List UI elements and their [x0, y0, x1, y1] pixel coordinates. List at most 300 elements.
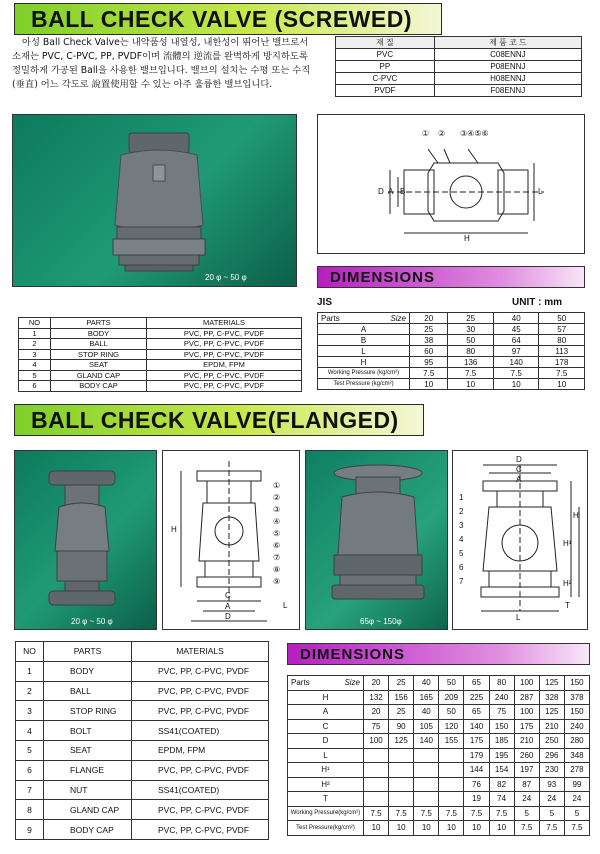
flanged-part-name: STOP RING	[44, 701, 132, 721]
screwed-unit-label: UNIT : mm	[512, 297, 562, 308]
flanged-part-no: 5	[16, 740, 44, 760]
flanged-dims-value: 280	[564, 734, 589, 749]
screwed-dims-value: 38	[410, 335, 448, 346]
screwed-part-name: STOP RING	[51, 349, 147, 360]
flanged-part-no: 9	[16, 820, 44, 840]
flanged-dims-value: 179	[464, 748, 489, 763]
screwed-dims-row-label: L	[318, 346, 410, 357]
screwed-part-name: BODY	[51, 328, 147, 339]
flanged-dims-row	[288, 690, 590, 705]
screwed-part-no: 6	[19, 381, 51, 392]
flanged-dims-value: 24	[564, 792, 589, 807]
flanged-dims-value: 210	[539, 719, 564, 734]
flanged-dims-value: 225	[464, 690, 489, 705]
screwed-part-material: EPDM, FPM	[147, 360, 302, 371]
screwed-part-material: PVC, PP, C-PVC, PVDF	[147, 370, 302, 381]
flanged-dims-value: 7.5	[414, 806, 439, 821]
screwed-dims-value: 64	[493, 335, 539, 346]
flanged-part-name: SEAT	[44, 740, 132, 760]
flanged-part-material: PVC, PP, C-PVC, PVDF	[132, 820, 269, 840]
flanged-part-name: NUT	[44, 780, 132, 800]
flanged-part-material: PVC, PP, C-PVC, PVDF	[132, 800, 269, 820]
flanged-large-callout-6: 6	[459, 563, 464, 572]
flanged-dims-value: 132	[364, 690, 389, 705]
flanged-small-callout-5: ⑤	[273, 529, 281, 538]
flanged-dims-row-label: Working Pressure(kg/cm²)	[288, 806, 364, 821]
screwed-dims-value: 30	[448, 324, 494, 335]
product-code-row	[336, 73, 582, 85]
flanged-dims-row-label: D	[288, 734, 364, 749]
flanged-large-callout-7: 7	[459, 577, 464, 586]
flanged-part-material: PVC, PP, C-PVC, PVDF	[132, 760, 269, 780]
flanged-small-label-D: D	[225, 612, 231, 621]
screwed-parts-row	[19, 339, 302, 350]
flanged-dims-value: 140	[464, 719, 489, 734]
product-code-row	[336, 85, 582, 97]
flanged-parts-row	[16, 701, 269, 721]
flanged-dims-value: 125	[389, 734, 414, 749]
screwed-dims-value: 57	[539, 324, 585, 335]
flanged-part-material: PVC, PP, C-PVC, PVDF	[132, 661, 269, 681]
flanged-dims-value: 210	[514, 734, 539, 749]
screwed-parts-row	[19, 381, 302, 392]
flanged-dims-size-header: 80	[489, 676, 514, 691]
flanged-dims-value: 65	[464, 705, 489, 720]
flanged-dims-value: 175	[464, 734, 489, 749]
screwed-dims-value: 25	[410, 324, 448, 335]
flanged-large-valve-photo	[305, 450, 448, 630]
screwed-valve-photo	[12, 114, 297, 287]
screwed-part-name: BODY CAP	[51, 381, 147, 392]
flanged-small-callout-6: ⑥	[273, 541, 281, 550]
screwed-dims-value: 140	[493, 357, 539, 368]
flanged-dims-value: 154	[489, 763, 514, 778]
flanged-large-callout-4: 4	[459, 535, 464, 544]
flanged-part-material: EPDM, FPM	[132, 740, 269, 760]
flanged-parts-row	[16, 820, 269, 840]
flanged-small-callout-9: ⑨	[273, 577, 281, 586]
flanged-dims-corner	[288, 676, 364, 691]
screwed-dims-value: 178	[539, 357, 585, 368]
screwed-dims-size-header: 25	[448, 313, 494, 324]
code-material-cell: PVC	[336, 49, 435, 61]
flanged-part-name: FLANGE	[44, 760, 132, 780]
flanged-dims-value: 144	[464, 763, 489, 778]
flanged-dims-row	[288, 792, 590, 807]
flanged-dims-value: 155	[439, 734, 464, 749]
flanged-title-banner	[14, 404, 424, 436]
flanged-photo1-caption: 20 φ ~ 50 φ	[71, 617, 113, 626]
flanged-dims-value: 209	[439, 690, 464, 705]
flanged-dims-value: 7.5	[464, 806, 489, 821]
flanged-dims-value: 230	[539, 763, 564, 778]
flanged-dims-value: 105	[414, 719, 439, 734]
flanged-parts-header-materials: MATERIALS	[132, 642, 269, 662]
screwed-part-material: PVC, PP, C-PVC, PVDF	[147, 339, 302, 350]
flanged-dims-value	[364, 763, 389, 778]
flanged-dims-value: 100	[364, 734, 389, 749]
screwed-dimensions-table	[317, 312, 585, 390]
flanged-dims-value: 7.5	[539, 821, 564, 836]
flanged-parts-row	[16, 681, 269, 701]
screwed-dims-row	[318, 335, 585, 346]
flanged-parts-row	[16, 661, 269, 681]
flanged-part-material: PVC, PP, C-PVC, PVDF	[132, 681, 269, 701]
screwed-dims-value: 50	[448, 335, 494, 346]
screwed-parts-row	[19, 349, 302, 360]
flanged-dims-value	[414, 792, 439, 807]
flanged-dims-value	[414, 777, 439, 792]
flanged-large-label-H2: H²	[563, 579, 572, 588]
screwed-parts-header	[19, 318, 302, 329]
screwed-dims-value: 95	[410, 357, 448, 368]
screwed-dims-row	[318, 346, 585, 357]
code-value-cell: H08ENNJ	[434, 73, 581, 85]
flanged-dims-value: 195	[489, 748, 514, 763]
flanged-parts-row	[16, 740, 269, 760]
flanged-large-label-D: D	[516, 455, 522, 464]
screwed-label-A: A	[388, 187, 394, 196]
screwed-dims-value: 7.5	[448, 368, 494, 379]
flanged-small-callout-3: ③	[273, 505, 281, 514]
flanged-small-callout-4: ④	[273, 517, 281, 526]
flanged-dims-row-label: L	[288, 748, 364, 763]
screwed-dims-value: 80	[448, 346, 494, 357]
flanged-parts-header-parts: PARTS	[44, 642, 132, 662]
flanged-part-no: 1	[16, 661, 44, 681]
screwed-part-name: BALL	[51, 339, 147, 350]
flanged-dims-value: 10	[389, 821, 414, 836]
flanged-large-label-H1: H¹	[563, 539, 572, 548]
flanged-parts-row	[16, 800, 269, 820]
flanged-dims-value: 378	[564, 690, 589, 705]
flanged-small-valve-drawing	[162, 450, 300, 630]
flanged-part-no: 8	[16, 800, 44, 820]
flanged-dims-value	[364, 792, 389, 807]
flanged-dims-row-label: H	[288, 690, 364, 705]
flanged-large-label-A: A	[516, 475, 522, 484]
screwed-callout-3-6: ③④⑤⑥	[460, 129, 489, 138]
screwed-dimensions-label: DIMENSIONS	[330, 269, 436, 286]
product-code-row	[336, 49, 582, 61]
flanged-part-name: BALL	[44, 681, 132, 701]
screwed-parts-row	[19, 370, 302, 381]
flanged-dims-value	[389, 748, 414, 763]
screwed-dims-value: 45	[493, 324, 539, 335]
flanged-dims-row	[288, 705, 590, 720]
flanged-dims-value: 240	[564, 719, 589, 734]
screwed-title: BALL CHECK VALVE (SCREWED)	[31, 6, 412, 32]
flanged-dims-row	[288, 821, 590, 836]
flanged-small-label-C: C	[225, 591, 231, 600]
flanged-dims-value	[364, 748, 389, 763]
flanged-dims-value: 348	[564, 748, 589, 763]
screwed-dims-row-label: B	[318, 335, 410, 346]
flanged-dims-value: 19	[464, 792, 489, 807]
screwed-part-no: 1	[19, 328, 51, 339]
screwed-dims-value: 10	[493, 379, 539, 390]
screwed-callout-2: ②	[438, 129, 446, 138]
screwed-part-name: SEAT	[51, 360, 147, 371]
flanged-large-label-H: H	[573, 511, 579, 520]
flanged-dims-value: 87	[514, 777, 539, 792]
screwed-part-no: 4	[19, 360, 51, 371]
flanged-dims-value: 10	[364, 821, 389, 836]
flanged-dims-value: 5	[539, 806, 564, 821]
screwed-dims-size-header: 20	[410, 313, 448, 324]
flanged-dims-value: 120	[439, 719, 464, 734]
flanged-dims-row-label: H¹	[288, 763, 364, 778]
flanged-large-illustration	[306, 451, 448, 630]
screwed-callout-1: ①	[422, 129, 430, 138]
code-material-cell: C-PVC	[336, 73, 435, 85]
flanged-parts-row	[16, 780, 269, 800]
flanged-dims-value: 7.5	[514, 821, 539, 836]
code-material-cell: PP	[336, 61, 435, 73]
code-value-cell: F08ENNJ	[434, 85, 581, 97]
screwed-part-material: PVC, PP, C-PVC, PVDF	[147, 381, 302, 392]
flanged-dims-size-header: 65	[464, 676, 489, 691]
screwed-dims-row	[318, 357, 585, 368]
screwed-dims-value: 7.5	[410, 368, 448, 379]
code-header-code: 제 품 코 드	[434, 37, 581, 49]
flanged-small-valve-photo	[14, 450, 157, 630]
screwed-part-no: 2	[19, 339, 51, 350]
screwed-valve-drawing	[317, 114, 585, 254]
flanged-dims-value: 76	[464, 777, 489, 792]
flanged-dims-value	[439, 792, 464, 807]
screwed-dims-row-label: Working Pressure (kg/cm²)	[318, 368, 410, 379]
flanged-dims-value: 10	[489, 821, 514, 836]
flanged-dims-value: 250	[539, 734, 564, 749]
screwed-dims-corner-parts: Parts	[321, 313, 340, 323]
flanged-dimensions-banner	[287, 643, 590, 665]
flanged-dims-value: 24	[539, 792, 564, 807]
screwed-parts-header-parts: PARTS	[51, 318, 147, 329]
flanged-part-no: 2	[16, 681, 44, 701]
flanged-dims-value: 99	[564, 777, 589, 792]
flanged-dims-value: 156	[389, 690, 414, 705]
screwed-label-D: D	[378, 187, 384, 196]
flanged-dims-value: 175	[514, 719, 539, 734]
screwed-dims-value: 97	[493, 346, 539, 357]
screwed-label-L: L	[538, 187, 543, 196]
product-code-header	[336, 37, 582, 49]
screwed-dims-row-label: A	[318, 324, 410, 335]
screwed-dims-value: 113	[539, 346, 585, 357]
flanged-dims-row	[288, 734, 590, 749]
flanged-dims-value: 24	[514, 792, 539, 807]
flanged-dims-value: 296	[539, 748, 564, 763]
screwed-dims-row-label: H	[318, 357, 410, 368]
flanged-dims-value: 328	[539, 690, 564, 705]
screwed-parts-row	[19, 328, 302, 339]
flanged-small-label-H: H	[171, 525, 177, 534]
flanged-photo2-caption: 65φ ~ 150φ	[360, 617, 402, 626]
flanged-dims-value: 10	[464, 821, 489, 836]
code-value-cell: C08ENNJ	[434, 49, 581, 61]
screwed-label-H: H	[464, 234, 470, 243]
flanged-part-material: PVC, PP, C-PVC, PVDF	[132, 701, 269, 721]
flanged-dims-size-header: 25	[389, 676, 414, 691]
flanged-small-callout-1: ①	[273, 481, 281, 490]
flanged-dims-corner-size: Size	[344, 678, 360, 688]
flanged-small-callout-2: ②	[273, 493, 281, 502]
flanged-dims-value	[389, 792, 414, 807]
flanged-dims-size-header: 20	[364, 676, 389, 691]
flanged-dims-value: 260	[514, 748, 539, 763]
flanged-part-name: GLAND CAP	[44, 800, 132, 820]
flanged-dims-value: 197	[514, 763, 539, 778]
flanged-parts-table	[15, 641, 269, 840]
flanged-dims-value: 93	[539, 777, 564, 792]
flanged-dims-value	[414, 763, 439, 778]
flanged-dims-value: 75	[364, 719, 389, 734]
flanged-dims-value: 20	[364, 705, 389, 720]
screwed-dims-value: 7.5	[493, 368, 539, 379]
flanged-dims-size-header: 125	[539, 676, 564, 691]
flanged-large-valve-drawing	[452, 450, 588, 630]
flanged-dims-value: 50	[439, 705, 464, 720]
flanged-dims-row	[288, 777, 590, 792]
screwed-part-name: GLAND CAP	[51, 370, 147, 381]
screwed-photo-caption: 20 φ ~ 50 φ	[205, 273, 247, 282]
screwed-valve-illustration	[13, 115, 297, 287]
flanged-dims-value: 150	[564, 705, 589, 720]
screwed-dims-value: 136	[448, 357, 494, 368]
flanged-dims-value: 10	[414, 821, 439, 836]
screwed-dims-row	[318, 379, 585, 390]
flanged-dimensions-label: DIMENSIONS	[300, 646, 406, 663]
flanged-dims-value: 75	[489, 705, 514, 720]
flanged-large-callout-3: 3	[459, 521, 464, 530]
flanged-dims-row-label: A	[288, 705, 364, 720]
screwed-dims-row	[318, 324, 585, 335]
screwed-parts-header-no: NO	[19, 318, 51, 329]
flanged-dims-corner-parts: Parts	[291, 678, 310, 688]
flanged-part-name: BOLT	[44, 721, 132, 741]
flanged-dims-header	[288, 676, 590, 691]
screwed-part-no: 3	[19, 349, 51, 360]
screwed-dims-value: 60	[410, 346, 448, 357]
flanged-dims-size-header: 50	[439, 676, 464, 691]
flanged-dims-row-label: C	[288, 719, 364, 734]
flanged-dims-value: 7.5	[439, 806, 464, 821]
screwed-title-banner	[14, 3, 442, 35]
screwed-dims-value: 10	[448, 379, 494, 390]
screwed-parts-row	[19, 360, 302, 371]
flanged-dims-value: 287	[514, 690, 539, 705]
flanged-part-no: 6	[16, 760, 44, 780]
flanged-dims-size-header: 150	[564, 676, 589, 691]
flanged-dims-value: 150	[489, 719, 514, 734]
flanged-part-name: BODY CAP	[44, 820, 132, 840]
flanged-part-no: 3	[16, 701, 44, 721]
code-value-cell: P08ENNJ	[434, 61, 581, 73]
flanged-parts-header-no: NO	[16, 642, 44, 662]
screwed-dims-header	[318, 313, 585, 324]
flanged-dims-value	[389, 777, 414, 792]
flanged-small-callout-7: ⑦	[273, 553, 281, 562]
flanged-large-label-L: L	[516, 613, 521, 622]
screwed-drawing-svg	[318, 115, 585, 254]
flanged-dims-size-header: 100	[514, 676, 539, 691]
flanged-parts-row	[16, 760, 269, 780]
flanged-dims-value: 74	[489, 792, 514, 807]
code-header-material: 재 질	[336, 37, 435, 49]
flanged-dims-value	[439, 763, 464, 778]
screwed-dims-value: 7.5	[539, 368, 585, 379]
flanged-small-callout-8: ⑧	[273, 565, 281, 574]
flanged-small-label-L: L	[283, 601, 288, 610]
flanged-large-callout-1: 1	[459, 493, 464, 502]
flanged-dims-value: 90	[389, 719, 414, 734]
flanged-dims-value: 240	[489, 690, 514, 705]
screwed-part-no: 5	[19, 370, 51, 381]
flanged-small-label-A: A	[225, 602, 231, 611]
flanged-dims-value: 140	[414, 734, 439, 749]
flanged-dims-value: 125	[539, 705, 564, 720]
screwed-dims-row-label: Test Pressure (kg/cm²)	[318, 379, 410, 390]
flanged-dims-value: 7.5	[389, 806, 414, 821]
flanged-dims-value: 7.5	[364, 806, 389, 821]
screwed-part-material: PVC, PP, C-PVC, PVDF	[147, 349, 302, 360]
flanged-dims-row	[288, 806, 590, 821]
screwed-dims-corner-size: Size	[390, 313, 406, 323]
screwed-intro-text: 아성 Ball Check Valve는 내약품성 내열성, 내한성이 뛰어난 밸브로서 소재는 PVC, C-PVC, PP, PVDF이며 流體의 逆流를 완벽하게 방지하도록 정밀하게 가공된 Ball을 사용한 밸브입니다. 밸브의 설치는 수평 또는 수직(垂直) 어느 각도로 說置使用할 수 있는 아주 훌륭한 밸브입니다.	[12, 37, 311, 90]
flanged-part-material: SS41(COATED)	[132, 780, 269, 800]
flanged-dims-value	[439, 748, 464, 763]
flanged-dims-value: 82	[489, 777, 514, 792]
flanged-dims-value	[389, 763, 414, 778]
screwed-dimensions-banner	[317, 266, 585, 288]
flanged-dims-row	[288, 763, 590, 778]
screwed-parts-table	[18, 317, 302, 392]
flanged-dims-value	[414, 748, 439, 763]
flanged-dims-value: 185	[489, 734, 514, 749]
flanged-large-label-C: C	[516, 465, 522, 474]
flanged-part-no: 7	[16, 780, 44, 800]
flanged-parts-row	[16, 721, 269, 741]
product-code-table	[335, 36, 582, 97]
screwed-standard-label: JIS	[317, 297, 333, 308]
screwed-part-material: PVC, PP, C-PVC, PVDF	[147, 328, 302, 339]
flanged-large-callout-2: 2	[459, 507, 464, 516]
flanged-dims-value: 7.5	[564, 821, 589, 836]
flanged-dims-value: 7.5	[489, 806, 514, 821]
screwed-dims-value: 80	[539, 335, 585, 346]
flanged-dims-value	[439, 777, 464, 792]
screwed-dims-value: 10	[539, 379, 585, 390]
flanged-small-illustration	[15, 451, 157, 630]
flanged-title: BALL CHECK VALVE(FLANGED)	[31, 407, 399, 433]
flanged-part-name: BODY	[44, 661, 132, 681]
product-code-row	[336, 61, 582, 73]
screwed-dims-corner	[318, 313, 410, 324]
flanged-dims-row-label: H²	[288, 777, 364, 792]
flanged-dims-value: 5	[564, 806, 589, 821]
flanged-parts-header	[16, 642, 269, 662]
flanged-dims-value: 5	[514, 806, 539, 821]
flanged-dims-row-label: T	[288, 792, 364, 807]
screwed-label-B: B	[400, 187, 406, 196]
flanged-dims-value: 40	[414, 705, 439, 720]
screwed-parts-header-materials: MATERIALS	[147, 318, 302, 329]
screwed-dims-size-header: 50	[539, 313, 585, 324]
flanged-dimensions-table	[287, 675, 590, 836]
code-material-cell: PVDF	[336, 85, 435, 97]
flanged-dims-size-header: 40	[414, 676, 439, 691]
